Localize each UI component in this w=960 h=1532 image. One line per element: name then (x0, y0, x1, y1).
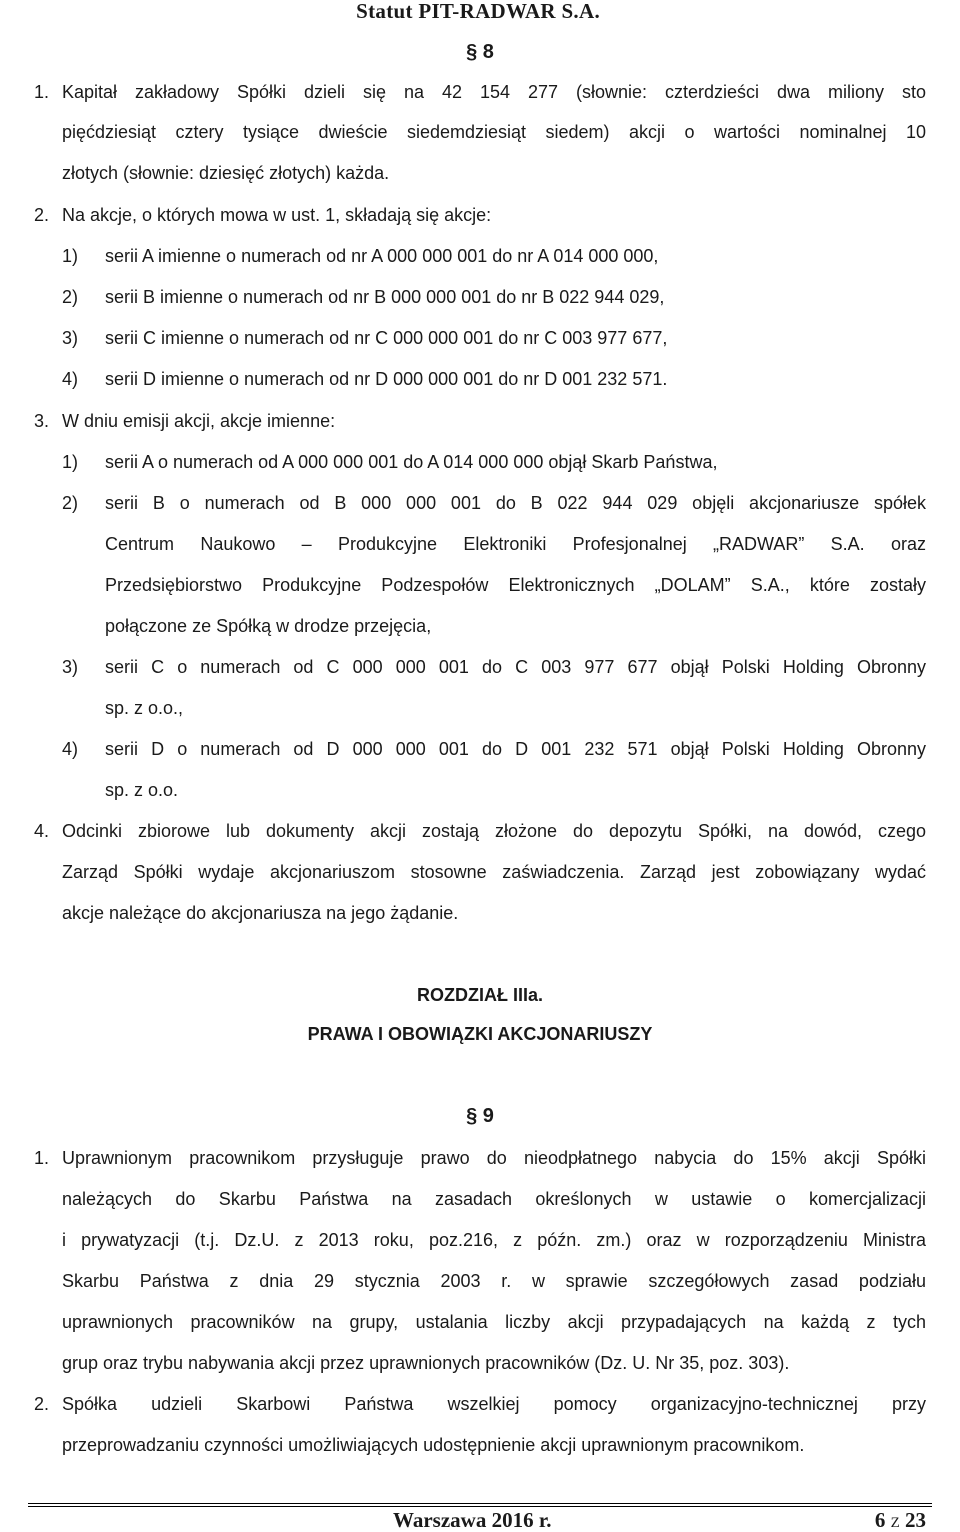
list-item-number: 3) (62, 657, 79, 677)
list-item-number: 2) (62, 493, 79, 513)
list-item-number: 1) (62, 246, 79, 266)
paragraph-number: 1. (34, 1148, 50, 1168)
list-item-number: 1) (62, 452, 79, 472)
chapter-title: ROZDZIAŁ IIIa. (417, 985, 543, 1005)
chapter-subtitle: PRAWA I OBOWIĄZKI AKCJONARIUSZY (307, 1024, 653, 1044)
page-total: 23 (905, 1508, 926, 1532)
paragraph-line: W dniu emisji akcji, akcje imienne: (62, 411, 336, 431)
paragraph-line: należących do Skarbu Państwa na zasadach określonych w ustawie o komercjalizacji (62, 1189, 926, 1209)
page-header-title: Statut PIT-RADWAR S.A. (356, 0, 600, 23)
footer-rule-thin (28, 1506, 932, 1507)
footer-page-number (875, 1508, 926, 1532)
paragraph-line: Na akcje, o których mowa w ust. 1, składają się akcje: (62, 205, 492, 225)
paragraph-line: Odcinki zbiorowe lub dokumenty akcji zostają złożone do depozytu Spółki, na dowód, czego (62, 821, 926, 841)
paragraph-line: grup oraz trybu nabywania akcji przez uprawnionych pracowników (Dz. U. Nr 35, poz. 303). (62, 1353, 790, 1373)
list-item: sp. z o.o. (105, 780, 179, 800)
paragraph-line: Kapitał zakładowy Spółki dzieli się na 42 154 277 (słownie: czterdzieści dwa miliony sto (62, 82, 926, 102)
paragraph-line: Uprawnionym pracownikom przysługuje prawo do nieodpłatnego nabycia do 15% akcji Spółki (62, 1148, 926, 1168)
paragraph-line: akcje należące do akcjonariusza na jego żądanie. (62, 903, 459, 923)
list-item: Centrum Naukowo – Produkcyjne Elektroniki Profesjonalnej „RADWAR” S.A. oraz (105, 534, 926, 554)
list-item: serii B o numerach od B 000 000 001 do B 022 944 029 objęli akcjonariusze spółek (105, 493, 926, 513)
list-item-number: 4) (62, 369, 79, 389)
paragraph-line: pięćdziesiąt cztery tysiące dwieście siedemdziesiąt siedem) akcji o wartości nominalnej 10 (62, 122, 926, 142)
section-9-mark: § 9 (466, 1105, 494, 1127)
list-item: połączone ze Spółką w drodze przejęcia, (105, 616, 432, 636)
list-item: serii C o numerach od C 000 000 001 do C 003 977 677 objął Polski Holding Obronny (105, 657, 926, 677)
page-current: 6 (874, 1508, 886, 1532)
paragraph-line: Spółka udzieli Skarbowi Państwa wszelkiej pomocy organizacyjno-technicznej przy (62, 1394, 926, 1414)
list-item: Przedsiębiorstwo Produkcyjne Podzespołów Elektronicznych „DOLAM” S.A., które zostały (105, 575, 926, 595)
paragraph-line: przeprowadzaniu czynności umożliwiających udostępnienie akcji uprawnionym pracownikom. (62, 1435, 805, 1455)
list-item-number: 3) (62, 328, 79, 348)
paragraph-number: 4. (34, 821, 50, 841)
footer-rule (28, 1503, 932, 1504)
page-separator: z (890, 1508, 900, 1532)
section-8-mark: § 8 (466, 41, 494, 63)
list-item: serii A imienne o numerach od nr A 000 000 001 do nr A 014 000 000, (105, 246, 659, 266)
list-item: serii C imienne o numerach od nr C 000 000 001 do nr C 003 977 677, (105, 328, 668, 348)
list-item: serii B imienne o numerach od nr B 000 000 001 do nr B 022 944 029, (105, 287, 665, 307)
list-item: serii D imienne o numerach od nr D 000 000 001 do nr D 001 232 571. (105, 369, 668, 389)
paragraph-line: Zarząd Spółki wydaje akcjonariuszom stosowne zaświadczenia. Zarząd jest zobowiązany wydać (62, 862, 926, 882)
paragraph-number: 2. (34, 1394, 50, 1414)
list-item: serii A o numerach od A 000 000 001 do A 014 000 000 objął Skarb Państwa, (105, 452, 718, 472)
paragraph-line: złotych (słownie: dziesięć złotych) każda. (62, 163, 390, 183)
list-item-number: 2) (62, 287, 79, 307)
list-item-number: 4) (62, 739, 79, 759)
paragraph-number: 3. (34, 411, 50, 431)
list-item: serii D o numerach od D 000 000 001 do D 001 232 571 objął Polski Holding Obronny (105, 739, 926, 759)
list-item: sp. z o.o., (105, 698, 184, 718)
paragraph-number: 2. (34, 205, 50, 225)
paragraph-line: i prywatyzacji (t.j. Dz.U. z 2013 roku, poz.216, z późn. zm.) oraz w rozporządzeniu Ministra (62, 1230, 926, 1250)
footer-place-date: Warszawa 2016 r. (393, 1508, 552, 1532)
paragraph-line: uprawnionych pracowników na grupy, ustalania liczby akcji przypadających na każdą z tych (62, 1312, 926, 1332)
paragraph-line: Skarbu Państwa z dnia 29 stycznia 2003 r. w sprawie szczegółowych zasad podziału (62, 1271, 926, 1291)
paragraph-number: 1. (34, 82, 50, 102)
